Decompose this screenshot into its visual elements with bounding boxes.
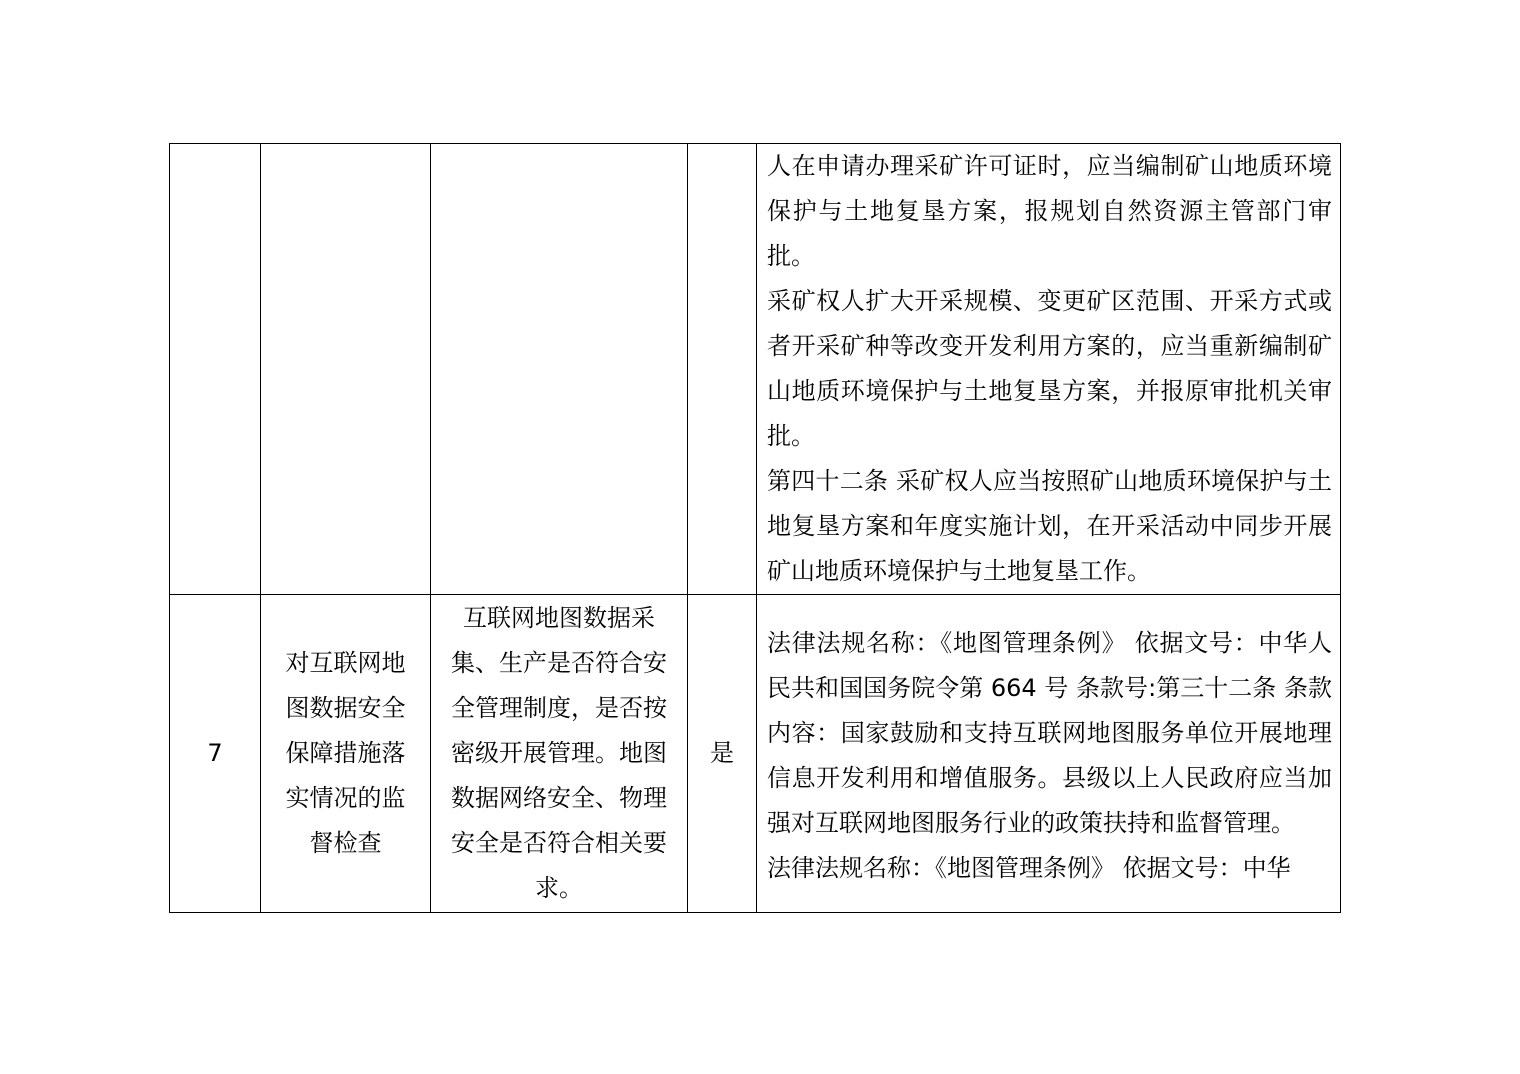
basis-paragraph: 第四十二条 采矿权人应当按照矿山地质环境保护与土地复垦方案和年度实施计划，在开采活动中同步开展矿山地质环境保护与土地复垦工作。 xyxy=(767,467,1332,585)
cell-content-empty xyxy=(431,144,688,595)
cell-index-empty xyxy=(170,144,261,595)
row-index: 7 xyxy=(207,739,223,767)
cell-index xyxy=(170,595,261,913)
item-text: 对互联网地图数据安全保障措施落实情况的监督检查 xyxy=(285,649,406,857)
cell-content xyxy=(431,595,688,913)
basis-paragraph: 采矿权人扩大开采规模、变更矿区范围、开采方式或者开采矿种等改变开发利用方案的，应当重新编制矿山地质环境保护与土地复垦方案，并报原审批机关审批。 xyxy=(767,287,1332,450)
content-text: 互联网地图数据采集、生产是否符合安全管理制度，是否按密级开展管理。地图数据网络安全、物理安全是否符合相关要求。 xyxy=(451,604,667,902)
cell-item xyxy=(261,595,431,913)
cell-basis-continued xyxy=(757,144,1341,595)
cell-flag-empty xyxy=(688,144,757,595)
cell-item-empty xyxy=(261,144,431,595)
table-row-7 xyxy=(170,595,1341,913)
table-row-continued xyxy=(170,144,1341,595)
basis-paragraph: 法律法规名称：《地图管理条例》 依据文号：中华 xyxy=(767,854,1291,882)
inspection-table xyxy=(169,143,1341,913)
cell-basis xyxy=(757,595,1341,913)
basis-paragraph: 法律法规名称：《地图管理条例》 依据文号：中华人民共和国国务院令第 664 号 条款号:第三十二条 条款内容：国家鼓励和支持互联网地图服务单位开展地理信息开发利用和增值服务。县级以上人民政府应当加强对互联网地图服务行业的政策扶持和监督管理。 xyxy=(767,629,1332,837)
flag-text: 是 xyxy=(710,739,734,767)
basis-paragraph: 人在申请办理采矿许可证时，应当编制矿山地质环境保护与土地复垦方案，报规划自然资源主管部门审批。 xyxy=(767,152,1332,270)
cell-flag xyxy=(688,595,757,913)
